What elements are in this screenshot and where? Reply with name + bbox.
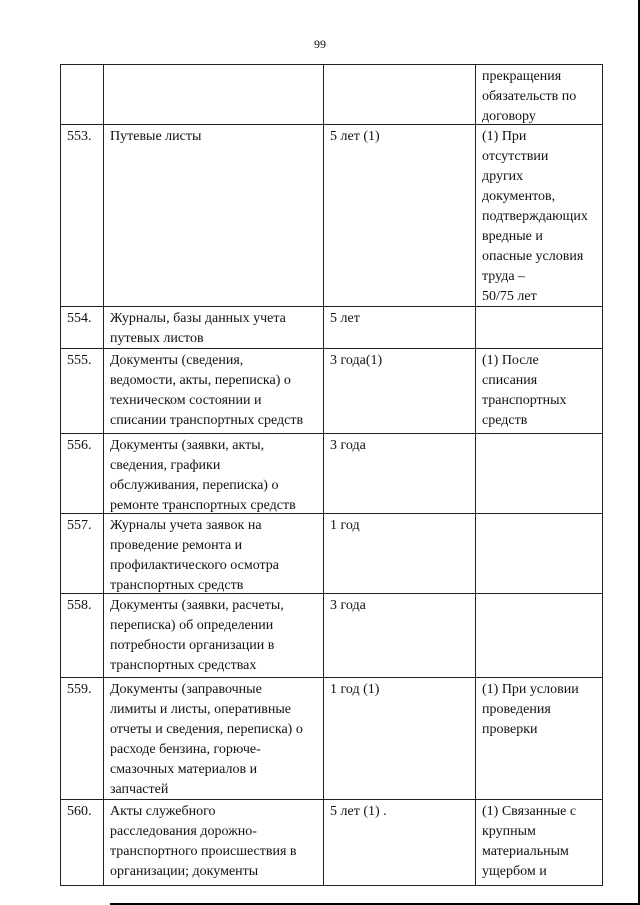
table-row bbox=[61, 800, 603, 886]
document-title bbox=[104, 65, 324, 125]
document-title: Документы (заявки, расчеты, переписка) об определении потребности организации в транспортных средствах bbox=[104, 594, 324, 678]
note bbox=[476, 307, 603, 349]
row-number: 560. bbox=[61, 800, 104, 886]
document-title: Документы (заправочные лимиты и листы, оперативные отчеты и сведения, переписка) о расходе бензина, горюче- смазочных материалов и запчастей bbox=[104, 678, 324, 800]
document-title: Документы (заявки, акты, сведения, графики обслуживания, переписка) о ремонте транспортных средств bbox=[104, 434, 324, 514]
retention-term bbox=[324, 65, 476, 125]
row-number: 558. bbox=[61, 594, 104, 678]
note: прекращения обязательств по договору bbox=[476, 65, 603, 125]
note bbox=[476, 434, 603, 514]
retention-term: 3 года(1) bbox=[324, 349, 476, 434]
table-row bbox=[61, 307, 603, 349]
records-table bbox=[60, 64, 603, 886]
document-title: Документы (сведения, ведомости, акты, переписка) о техническом состоянии и списании транспортных средств bbox=[104, 349, 324, 434]
table-row bbox=[61, 349, 603, 434]
document-title: Путевые листы bbox=[104, 125, 324, 307]
table-row bbox=[61, 678, 603, 800]
row-number: 554. bbox=[61, 307, 104, 349]
document-title: Журналы, базы данных учета путевых листов bbox=[104, 307, 324, 349]
note bbox=[476, 514, 603, 594]
row-number: 553. bbox=[61, 125, 104, 307]
row-number bbox=[61, 65, 104, 125]
row-number: 556. bbox=[61, 434, 104, 514]
row-number: 557. bbox=[61, 514, 104, 594]
table-row bbox=[61, 125, 603, 307]
row-number: 555. bbox=[61, 349, 104, 434]
retention-term: 5 лет (1) bbox=[324, 125, 476, 307]
note: (1) При условии проведения проверки bbox=[476, 678, 603, 800]
page-number: 99 bbox=[314, 37, 326, 51]
table-row bbox=[61, 65, 603, 125]
table-row bbox=[61, 434, 603, 514]
row-number: 559. bbox=[61, 678, 104, 800]
retention-term: 3 года bbox=[324, 434, 476, 514]
table-row bbox=[61, 514, 603, 594]
note: (1) Связанные с крупным материальным ущербом и bbox=[476, 800, 603, 886]
note: (1) После списания транспортных средств bbox=[476, 349, 603, 434]
retention-term: 1 год bbox=[324, 514, 476, 594]
retention-term: 5 лет bbox=[324, 307, 476, 349]
note bbox=[476, 594, 603, 678]
note: (1) При отсутствии других документов, подтверждающих вредные и опасные условия труда – 50/75 лет bbox=[476, 125, 603, 307]
retention-term: 1 год (1) bbox=[324, 678, 476, 800]
document-title: Журналы учета заявок на проведение ремонта и профилактического осмотра транспортных средств bbox=[104, 514, 324, 594]
table-row bbox=[61, 594, 603, 678]
document-title: Акты служебного расследования дорожно- транспортного происшествия в организации; документы bbox=[104, 800, 324, 886]
retention-term: 5 лет (1) . bbox=[324, 800, 476, 886]
retention-term: 3 года bbox=[324, 594, 476, 678]
